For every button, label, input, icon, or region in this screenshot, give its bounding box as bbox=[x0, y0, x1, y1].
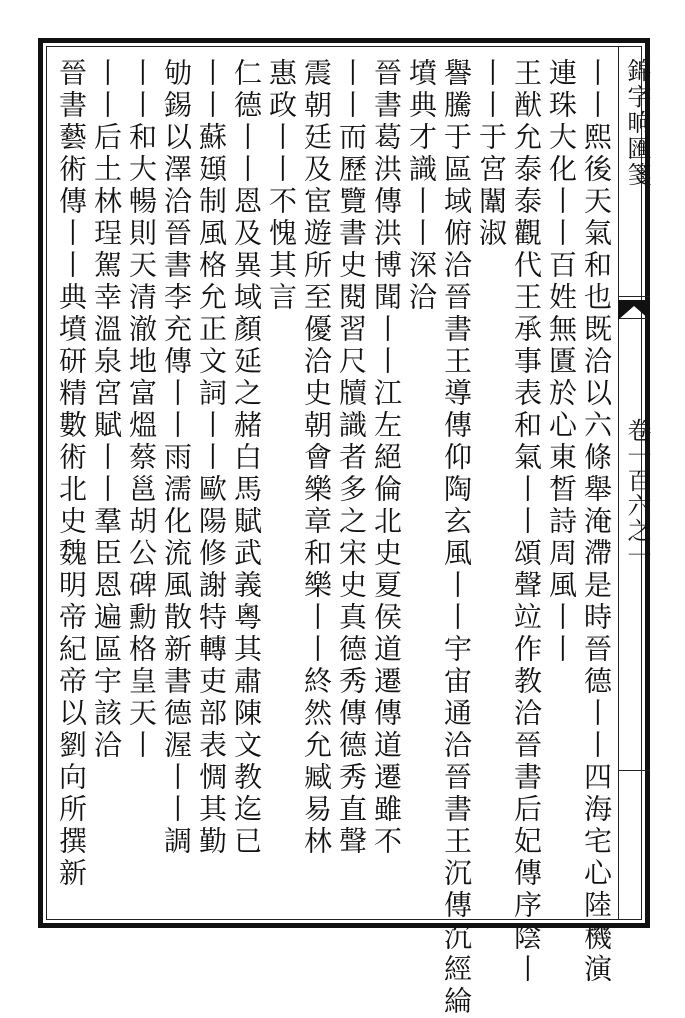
text-column-15: 丨丨后土林珵駕幸溫泉宮賦丨丨羣臣恩遍區宇該洽 bbox=[90, 58, 123, 762]
text-column-4: 丨丨于宮闈淑 bbox=[475, 58, 508, 250]
text-column-14: 丨丨和大暢則天清澈地富熅蔡邕胡公碑勳格皇天丨 bbox=[125, 58, 158, 762]
text-column-13: 劬錫以澤洽晉書李充傳丨丨雨濡化流風散新書德渥丨丨調 bbox=[160, 58, 193, 858]
text-column-10: 惠政丨丨不愧其言 bbox=[265, 58, 298, 314]
margin-volume-label: 卷一百六之一 bbox=[623, 418, 651, 568]
text-column-5: 譽騰于區域俯洽晉書王導傳仰陶玄風丨丨宇宙通洽晉書王沉傳沉經綸 bbox=[440, 58, 473, 1018]
margin-divider-lower bbox=[618, 770, 650, 771]
margin-book-title: 錦字晌匯箋 bbox=[623, 58, 651, 188]
text-column-16: 晉書藝術傳丨丨典墳研精數術北史魏明帝紀帝以劉向所撰新 bbox=[55, 58, 88, 890]
text-column-6: 墳典才識丨丨深洽 bbox=[405, 58, 438, 314]
text-column-9: 震朝廷及宦遊所至優洽史朝會樂章和樂丨丨終然允臧易林 bbox=[300, 58, 333, 858]
text-column-3: 王猷允泰泰觀代王承事表和氣丨丨頌聲竝作教洽晉書后妃傳序陰丨 bbox=[510, 58, 543, 986]
text-column-8: 丨丨而歷覽書史閱習尺牘識者多之宋史真德秀傳德秀直聲 bbox=[335, 58, 368, 858]
text-column-2: 連珠大化丨丨百姓無匱於心東晳詩周風丨丨 bbox=[545, 58, 578, 666]
text-column-11: 仁德丨丨恩及異域顏延之赭白馬賦武義粵其肅陳文教迄已 bbox=[230, 58, 263, 858]
text-column-12: 丨丨蘇頲制風格允正文詞丨丨歐陽修謝特轉吏部表惆其勤 bbox=[195, 58, 228, 858]
fishtail-mark-icon bbox=[618, 300, 650, 320]
text-column-1: 丨丨熙後天氣和也既洽以六條舉淹滯是時晉德丨丨四海宅心陸機演 bbox=[580, 58, 613, 986]
text-column-7: 晉書葛洪傳洪博聞丨丨江左絕倫北史夏侯道遷傳道遷雖不 bbox=[370, 58, 403, 858]
